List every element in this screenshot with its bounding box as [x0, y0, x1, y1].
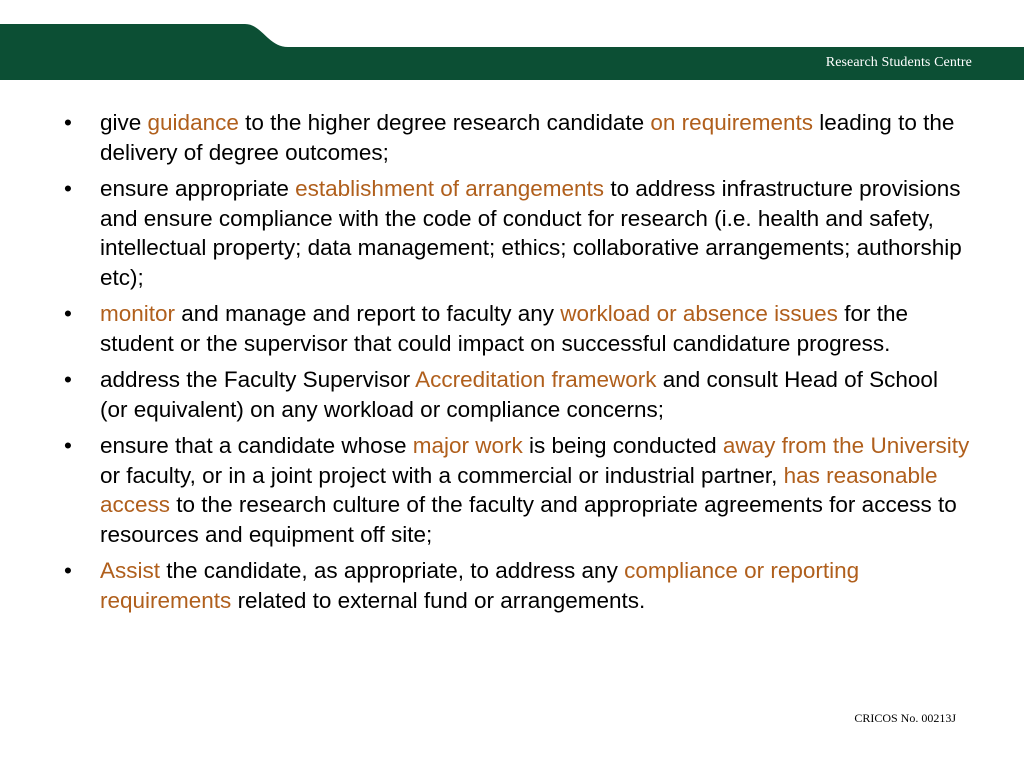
header-band-shape	[0, 24, 1024, 80]
highlighted-phrase: compliance or reporting requirements	[100, 558, 860, 613]
bullet-text	[100, 367, 938, 422]
bullet-item	[58, 174, 970, 292]
highlighted-phrase: has reasonable access	[100, 462, 938, 517]
bullet-item	[58, 431, 970, 549]
bullet-marker: •	[64, 176, 72, 201]
bullet-item	[58, 365, 970, 424]
bullet-item	[58, 556, 970, 615]
text-segment: is being conducted	[522, 433, 723, 458]
highlighted-phrase: Accreditation framework	[415, 367, 657, 392]
text-segment: the candidate, as appropriate, to address any	[160, 558, 625, 583]
bullet-text	[100, 301, 908, 356]
text-segment: give	[100, 110, 148, 135]
highlighted-phrase: Assist	[100, 558, 161, 583]
text-segment: for the student or the supervisor that could impact on successful candidature progress.	[100, 301, 908, 356]
bullet-text	[100, 558, 859, 613]
text-segment: leading to the delivery of degree outcomes;	[100, 110, 955, 165]
bullet-item	[58, 108, 970, 167]
bullet-marker: •	[64, 558, 72, 583]
bullet-text	[100, 110, 954, 165]
text-segment: to the research culture of the faculty and appropriate agreements for access to resources and equipment off site;	[100, 492, 957, 547]
bullet-marker: •	[64, 367, 72, 392]
text-segment: and consult Head of School (or equivalent) on any workload or compliance concerns;	[100, 367, 938, 422]
text-segment: to the higher degree research candidate	[238, 110, 651, 135]
highlighted-phrase: workload or absence issues	[560, 301, 838, 326]
highlighted-phrase: on requirements	[650, 110, 813, 135]
cricos-number: CRICOS No. 00213J	[854, 711, 956, 725]
text-segment: related to external fund or arrangements.	[231, 587, 646, 613]
text-segment: ensure that a candidate whose	[100, 433, 413, 458]
bullet-text	[100, 176, 962, 290]
text-segment: or faculty, or in a joint project with a commercial or industrial partner,	[100, 462, 784, 488]
bullet-item	[58, 299, 970, 358]
text-segment: to address infrastructure provisions and ensure compliance with the code of conduct for research (i.e. health and safety, intellectual property; data management; ethics; collaborative arrangements; authorship etc);	[100, 176, 962, 290]
highlighted-phrase: establishment of arrangements	[295, 176, 605, 201]
bullet-marker: •	[64, 110, 72, 135]
bullet-text	[100, 433, 969, 547]
highlighted-phrase: major work	[412, 433, 523, 458]
highlighted-phrase: guidance	[147, 110, 239, 135]
text-segment: address the Faculty Supervisor	[100, 367, 416, 392]
bullet-marker: •	[64, 433, 72, 458]
bullet-marker: •	[64, 301, 72, 326]
header-title: Research Students Centre	[825, 55, 972, 70]
bullet-list	[58, 108, 970, 622]
highlighted-phrase: away from the University	[722, 433, 970, 458]
text-segment: ensure appropriate	[100, 176, 296, 201]
text-segment: and manage and report to faculty any	[175, 301, 561, 326]
highlighted-phrase: monitor	[100, 301, 176, 326]
